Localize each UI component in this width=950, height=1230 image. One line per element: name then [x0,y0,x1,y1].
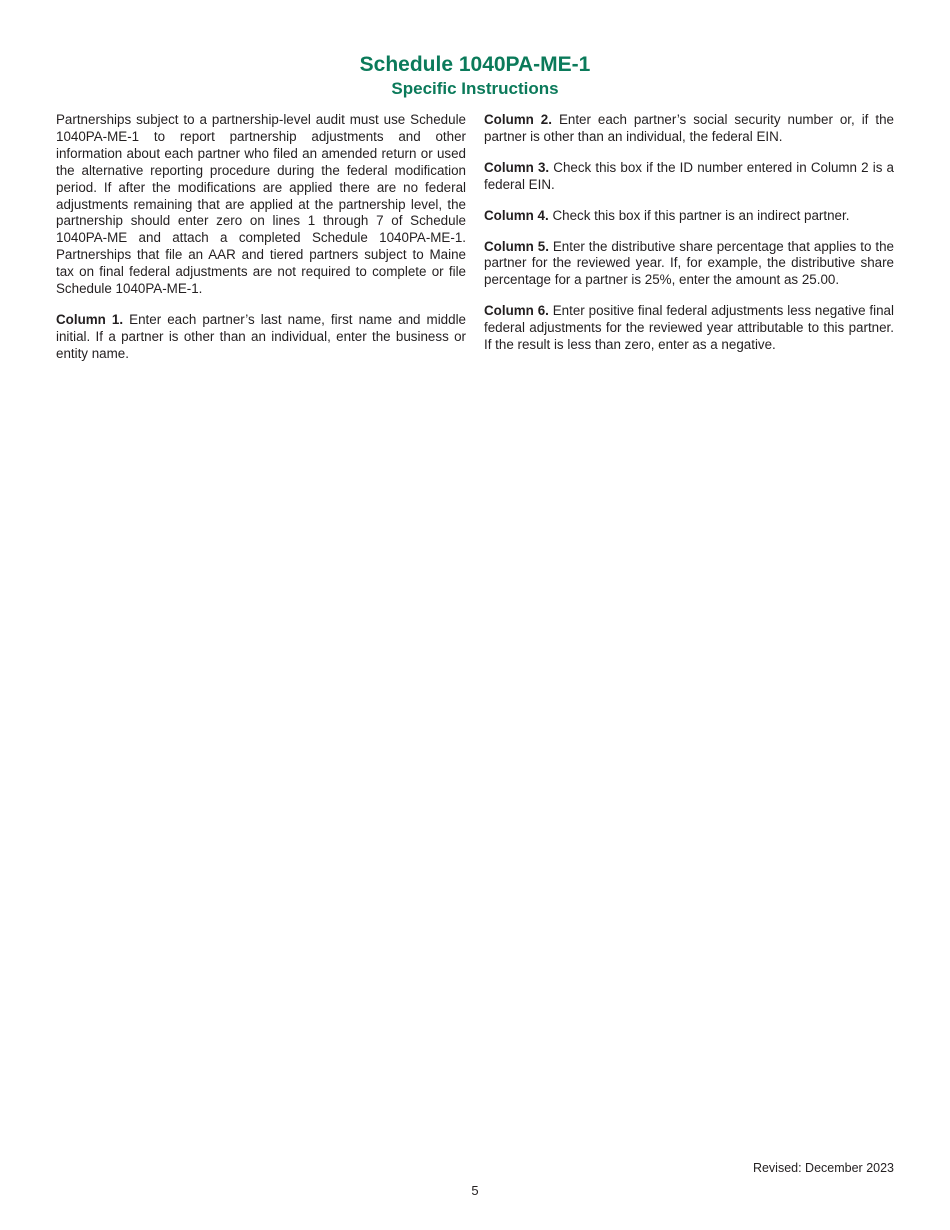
column5-paragraph [484,239,894,290]
column1-text: Enter each partner’s last name, first name and middle initial. If a partner is other than an individual, enter the business or entity name. [56,311,466,361]
left-column [56,112,466,377]
revised-date: Revised: December 2023 [752,1161,894,1175]
column4-text: Check this box if this partner is an indirect partner. [552,207,850,223]
right-column [484,112,894,368]
column1-paragraph [56,312,466,363]
column6-text: Enter positive final federal adjustments less negative final federal adjustments for the reviewed year attributable to this partner. If the result is less than zero, enter as a negative. [484,303,894,353]
column6-paragraph [484,303,894,354]
page-number: 5 [471,1183,479,1198]
column2-paragraph [484,112,894,146]
page-subtitle: Specific Instructions [391,79,559,98]
column3-label: Column 3. [484,159,550,175]
column3-text: Check this box if the ID number entered in Column 2 is a federal EIN. [484,159,894,192]
column5-label: Column 5. [484,238,549,254]
column6-label: Column 6. [484,303,549,319]
page-title: Schedule 1040PA-ME-1 [359,53,591,76]
column5-text: Enter the distributive share percentage that applies to the partner for the reviewed year. If, for example, the distributive share percentage for a partner is 25%, enter the amount as 25.00. [484,238,894,288]
column2-text: Enter each partner’s social security number or, if the partner is other than an individual, the federal EIN. [484,112,894,144]
column4-label: Column 4. [484,207,549,223]
page-header [0,52,950,100]
column2-label: Column 2. [484,112,552,127]
intro-paragraph: Partnerships subject to a partnership-level audit must use Schedule 1040PA-ME-1 to report partnership adjustments and other information about each partner who filed an amended return or used the alternative reporting procedure during the federal modification period. If after the modifications are applied there are no federal adjustments remaining that are applied at the partnership level, the partnership should enter zero on lines 1 through 7 of Schedule 1040PA-ME and attach a completed Schedule 1040PA-ME-1. Partnerships that file an AAR and tiered partners subject to Maine tax on final federal adjustments are not required to complete or file Schedule 1040PA-ME-1. [56,112,466,297]
column3-paragraph [484,160,894,194]
column4-paragraph [484,208,894,225]
column1-label: Column 1. [56,311,124,327]
